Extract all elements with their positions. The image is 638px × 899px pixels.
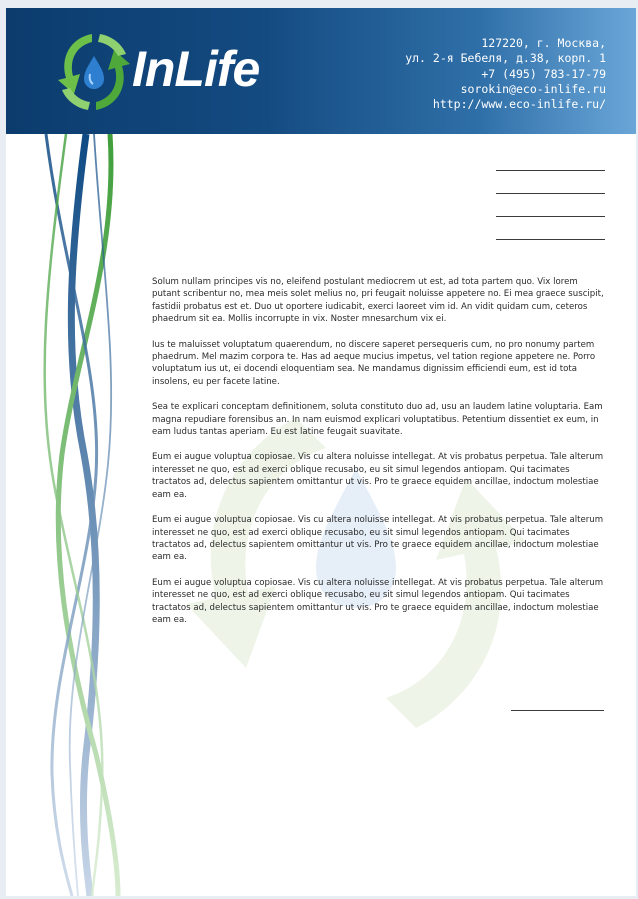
brand-logo-text: InLife [132,41,260,97]
body-paragraph: Sea te explicari conceptam definitionem, soluta constituto duo ad, usu an laudem latine voluptaria. Eam magna repudiare forensibus an. In nam euismod explicari voluptatibus. Petentium dissentiet ex eum, in eam ludus tantas aperiam. Eu est latine feugait suavitate. [152,402,603,438]
contact-website: http://www.eco-inlife.ru/ [432,97,606,112]
body-paragraph: Eum ei augue voluptua copiosae. Vis cu altera noluisse intellegat. At vis probatus perpetua. Tale alterum interesset ne quo, est ad exerci oblique recusabo, eu sit simul legendos antiopam. Qui tacimates tractatos ad, delectus sapientem omittantur ut vis. Pro te graece equidem ancillae, indoctum molestiae eam ea. [152,452,604,500]
contact-address-city: 127220, г. Москва, [481,36,606,50]
body-paragraph: Eum ei augue voluptua copiosae. Vis cu altera noluisse intellegat. At vis probatus perpetua. Tale alterum interesset ne quo, est ad exerci oblique recusabo, eu sit simul legendos antiopam. Qui tacimates tractatos ad, delectus sapientem omittantur ut vis. Pro te graece equidem ancillae, indoctum molestiae eam ea. [152,515,604,563]
blank-field-line [496,216,605,217]
body-paragraph: Ius te maluisset voluptatum quaerendum, no discere saperet persequeris cum, no pro nonumy partem phaedrum. Mel mazim corpora te. Has ad aeque mucius impetus, vel tation regione appetere ne. Porro voluptatum ius ut, ei docendi eloquentiam sea. Ne mandamus dignissim efficiendi eum, est id tota insolens, eu per facete latine. [152,339,596,387]
contact-address-street: ул. 2-я Бебеля, д.38, корп. 1 [405,51,606,66]
body-paragraph: Eum ei augue voluptua copiosae. Vis cu altera noluisse intellegat. At vis probatus perpetua. Tale alterum interesset ne quo, est ad exerci oblique recusabo, eu sit simul legendos antiopam. Qui tacimates tractatos ad, delectus sapientem omittantur ut vis. Pro te graece equidem ancillae, indoctum molestiae eam ea. [152,577,604,625]
contact-block [405,36,606,112]
letter-body [152,276,607,639]
signature-line [511,710,604,711]
recycle-drop-logo-icon [56,30,132,114]
body-paragraph: Solum nullam principes vis no, eleifend postulant mediocrem ut est, ad tota partem quo. Vix lorem putant scribentur no, mea meis solet melius no, pri feugait noluisse appetere no. Ei mea graece suscipit, fastidii probatus est et. Duo ut oportere iudicabit, exerci laoreet vim id. An vidit quidam cum, ceteros phaedrum sit ea. Mollis incorrupte in vix. Noster mnesarchum vix ei. [152,277,604,325]
blank-field-line [496,239,605,240]
contact-email: sorokin@eco-inlife.ru [460,81,606,96]
blank-field-line [496,170,605,171]
letterhead-header [6,8,636,134]
decorative-swoosh [6,134,146,896]
letterhead-page [6,8,636,896]
blank-field-line [496,193,605,194]
contact-phone: +7 (495) 783-17-79 [481,66,606,81]
